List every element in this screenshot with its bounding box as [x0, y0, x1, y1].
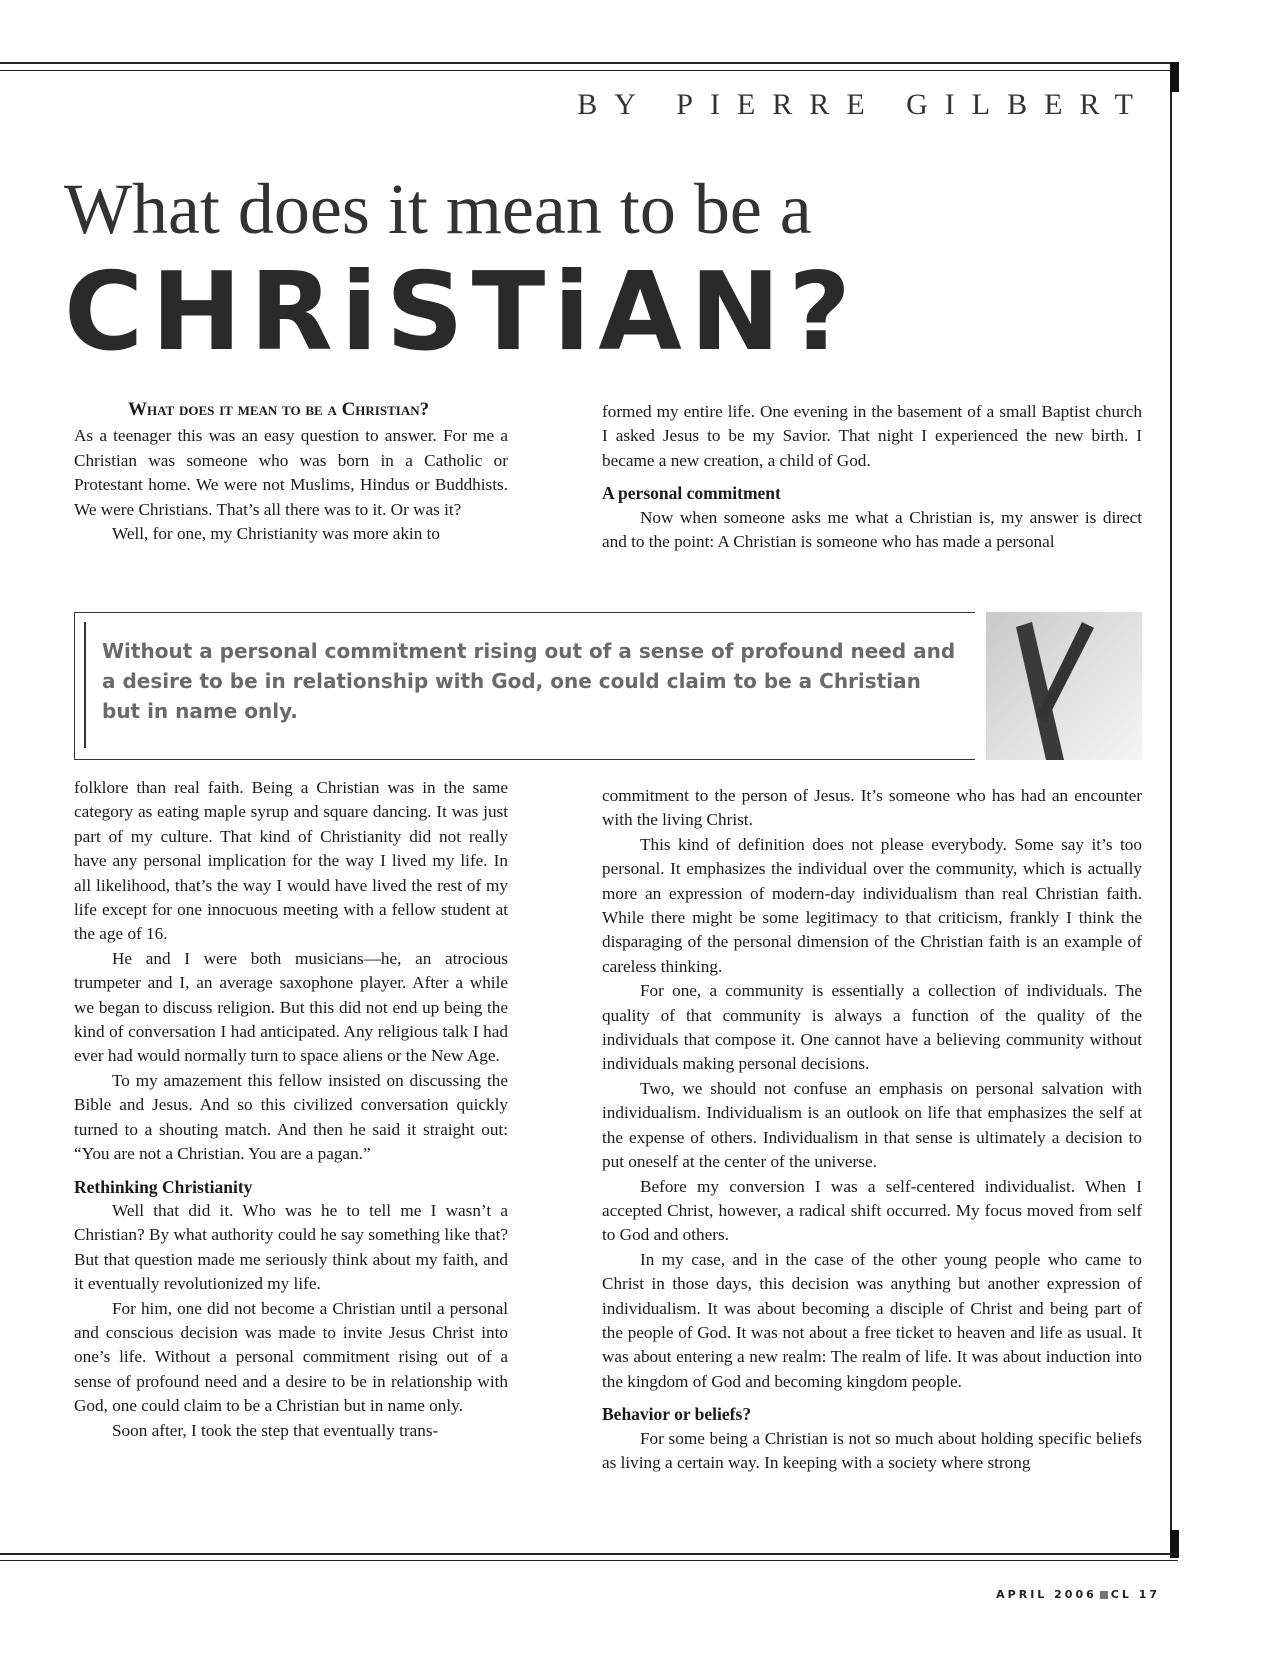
- paragraph: Well that did it. Who was he to tell me I wasn’t a Christian? By what authority could he say something like that? But that question made me seriously think about my faith, and it eventually revolutionized my life.: [74, 1200, 508, 1294]
- pull-quote-box: [74, 612, 1142, 760]
- paragraph: He and I were both musicians—he, an atrocious trumpeter and I, an average saxophone player. After a while we began to discuss religion. But this did not end up being the kind of conversation I had anticipated. Any religious talk I had ever had would normally turn to space aliens or the New Age.: [74, 948, 508, 1066]
- cross-image: [986, 612, 1142, 760]
- byline: BY PIERRE GILBERT: [577, 88, 1150, 121]
- paragraph: To my amazement this fellow insisted on discussing the Bible and Jesus. And so this civilized conversation quickly turned to a shouting match. And then he said it straight out: “You are not a Christian. You are a pagan.”: [74, 1070, 508, 1164]
- headline-line-1: What does it mean to be a: [64, 169, 812, 249]
- paragraph: For one, a community is essentially a collection of individuals. The quality of that community is always a function of the quality of the individuals that compose it. One cannot have a believing community without individuals making personal decisions.: [602, 981, 1142, 1074]
- cross-icon: [986, 612, 1142, 760]
- top-rule-thin: [0, 70, 1178, 71]
- paragraph: Well, for one, my Christianity was more akin to: [112, 524, 440, 544]
- right-top-column: [602, 400, 1142, 554]
- bottom-rule-thin: [0, 1560, 1178, 1561]
- paragraph: In my case, and in the case of the other young people who came to Christ in those days, this decision was anything but another expression of individualism. It was about becoming a disciple of Christ and being part of the people of God. It was not about a free ticket to heaven and life as usual. It was about entering a new realm: The realm of life. It was about induction into the kingdom of God and becoming kingdom people.: [602, 1249, 1142, 1391]
- pull-quote-inner-rule: [84, 622, 86, 748]
- paragraph: formed my entire life. One evening in the basement of a small Baptist church I asked Jesus to be my Savior. That night I experienced the new birth. I became a new creation, a child of God.: [602, 402, 1142, 470]
- right-bottom-column: [602, 784, 1142, 1475]
- paragraph: Two, we should not confuse an emphasis on personal salvation with individualism. Individualism is an outlook on life that emphasizes the self at the expense of others. Individualism in that sense is ultimately a decision to put oneself at the center of the universe.: [602, 1078, 1142, 1172]
- subheading: Rethinking Christianity: [74, 1176, 253, 1197]
- pull-quote-text: Without a personal commitment rising out of a sense of profound need and a desire to be in relationship with God, one could claim to be a Christian but in name only.: [102, 639, 956, 723]
- paragraph: This kind of definition does not please everybody. Some say it’s too personal. It emphasizes the individual over the community, which is actually more an expression of modern-day individualism than real Christian faith. While there might be some legitimacy to that criticism, frankly I think the disparaging of the personal dimension of the Christian faith is an example of careless thinking.: [602, 834, 1142, 976]
- paragraph: For some being a Christian is not so much about holding specific beliefs as living a certain way. In keeping with a society where strong: [602, 1428, 1142, 1472]
- top-rule: [0, 62, 1178, 64]
- page-number: 17: [1138, 1588, 1160, 1601]
- bottom-rule: [0, 1553, 1178, 1555]
- frame-corner-block-top: [1170, 62, 1179, 92]
- paragraph: As a teenager this was an easy question to answer. For me a Christian was someone who was born in a Catholic or Protestant home. We were not Muslims, Hindus or Buddhists. We were Christians. That’s all there was to it. Or was it?: [74, 426, 508, 519]
- footer-date: APRIL 2006: [996, 1588, 1097, 1601]
- headline-line-2: CHRiSTiAN?: [64, 250, 859, 375]
- square-bullet-icon: [1100, 1591, 1108, 1599]
- subheading: A personal commitment: [602, 483, 781, 504]
- right-frame-rule: [1170, 62, 1172, 1557]
- footer-magazine: CL: [1110, 1588, 1132, 1601]
- left-bottom-column: [74, 776, 508, 1443]
- lead-in-heading: What does it mean to be a Christian?: [128, 399, 430, 420]
- paragraph: For him, one did not become a Christian until a personal and conscious decision was made to invite Jesus Christ into one’s life. Without a personal commitment rising out of a sense of profound need and a desire to be in relationship with God, one could claim to be a Christian but in name only.: [74, 1298, 508, 1416]
- page-footer: [990, 1588, 1160, 1601]
- paragraph: Soon after, I took the step that eventually trans-: [112, 1420, 439, 1440]
- paragraph: Before my conversion I was a self-centered individualist. When I accepted Christ, however, a radical shift occurred. My focus moved from self to God and others.: [602, 1176, 1142, 1245]
- intro-column: [74, 398, 508, 546]
- subheading: Behavior or beliefs?: [602, 1404, 752, 1425]
- paragraph: commitment to the person of Jesus. It’s someone who has had an encounter with the living Christ.: [602, 786, 1142, 830]
- paragraph: folklore than real faith. Being a Christian was in the same category as eating maple syrup and square dancing. It was just part of my culture. That kind of Christianity did not really have any personal implication for the way I lived my life. In all likelihood, that’s the way I would have lived the rest of my life except for one innocuous meeting with a fellow student at the age of 16.: [74, 778, 508, 944]
- paragraph: Now when someone asks me what a Christian is, my answer is direct and to the point: A Christian is someone who has made a personal: [602, 507, 1142, 552]
